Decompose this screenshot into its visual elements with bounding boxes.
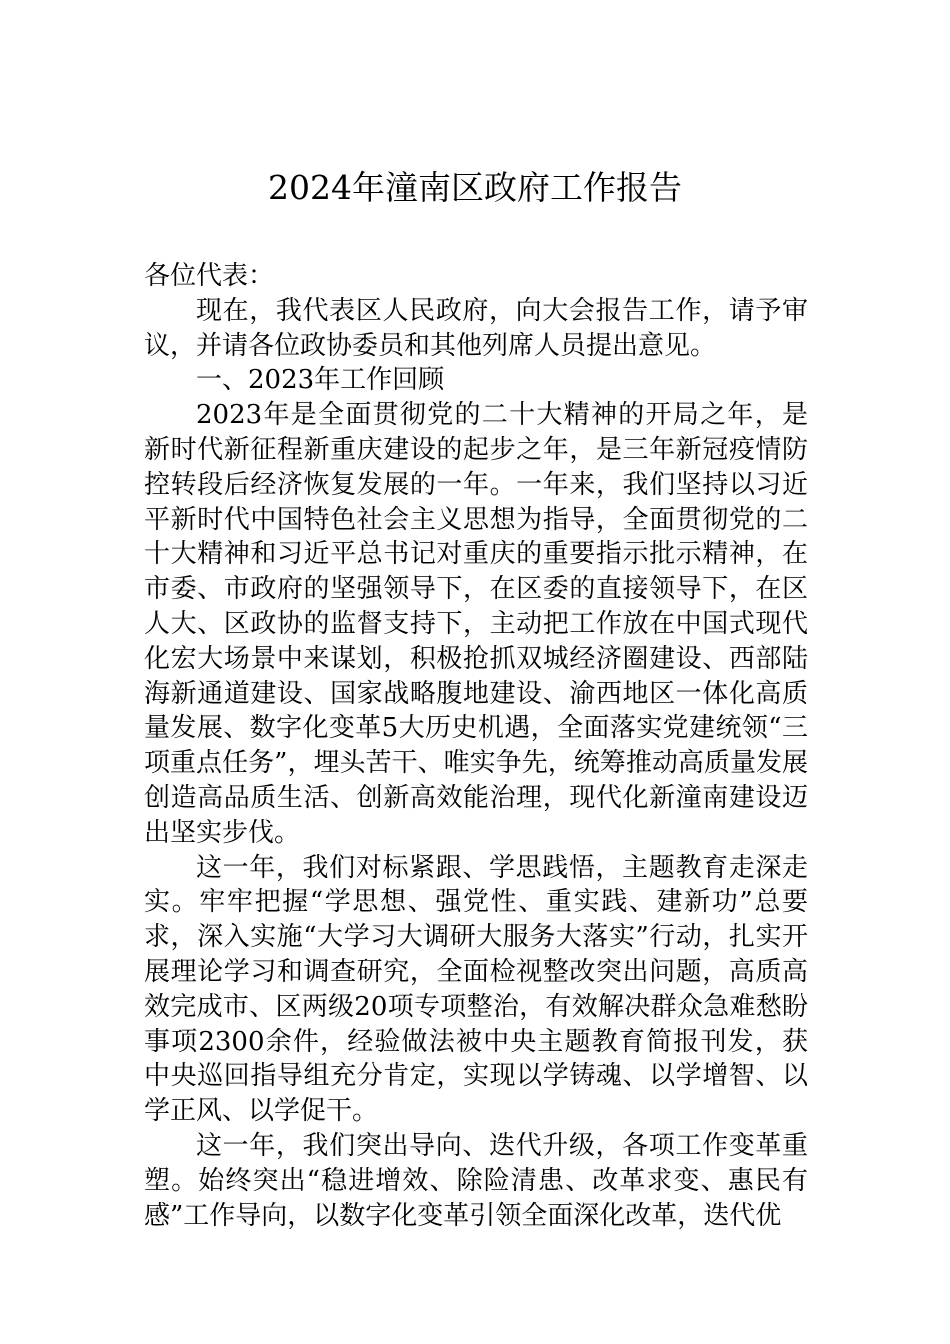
paragraph-intro: 现在，我代表区人民政府，向大会报告工作，请予审议，并请各位政协委员和其他列席人员提出意见。 [144,295,808,361]
section-heading: 一、2023年工作回顾 [196,365,445,396]
paragraph-review: 2023年是全面贯彻党的二十大精神的开局之年，是新时代新征程新重庆建设的起步之年，是三年新冠疫情防控转段后经济恢复发展的一年。一年来，我们坚持以习近平新时代中国特色社会主义思想为指导，全面贯彻党的二十大精神和习近平总书记对重庆的重要指示批示精神，在市委、市政府的坚强领导下，在区委的直接领导下，在区人大、区政协的监督支持下，主动把工作放在中国式现代化宏大场景中来谋划，积极抢抓双城经济圈建设、西部陆海新通道建设、国家战略腹地建设、渝西地区一体化高质量发展、数字化变革5大历史机遇，全面落实党建统领“三项重点任务”，埋头苦干、唯实争先，统筹推动高质量发展创造高品质生活、创新高效能治理，现代化新潼南建设迈出坚实步伐。 [144,400,808,848]
salutation: 各位代表： [144,261,275,291]
paragraph-theme-education: 这一年，我们对标紧跟、学思践悟，主题教育走深走实。牢牢把握“学思想、强党性、重实践、建新功”总要求，深入实施“大学习大调研大服务大落实”行动，扎实开展理论学习和调查研究，全面检视整改突出问题，高质高效完成市、区两级20项专项整治，有效解决群众急难愁盼事项2300余件，经验做法被中央主题教育简报刊发，获中央巡回指导组充分肯定，实现以学铸魂、以学增智、以学正风、以学促干。 [144,852,808,1127]
paragraph-reform: 这一年，我们突出导向、迭代升级，各项工作变革重塑。始终突出“稳进增效、除险清患、改革求变、惠民有感”工作导向，以数字化变革引领全面深化改革，迭代优 [144,1130,808,1231]
page-title: 2024年潼南区政府工作报告 [268,168,682,207]
document-body [144,259,808,1233]
